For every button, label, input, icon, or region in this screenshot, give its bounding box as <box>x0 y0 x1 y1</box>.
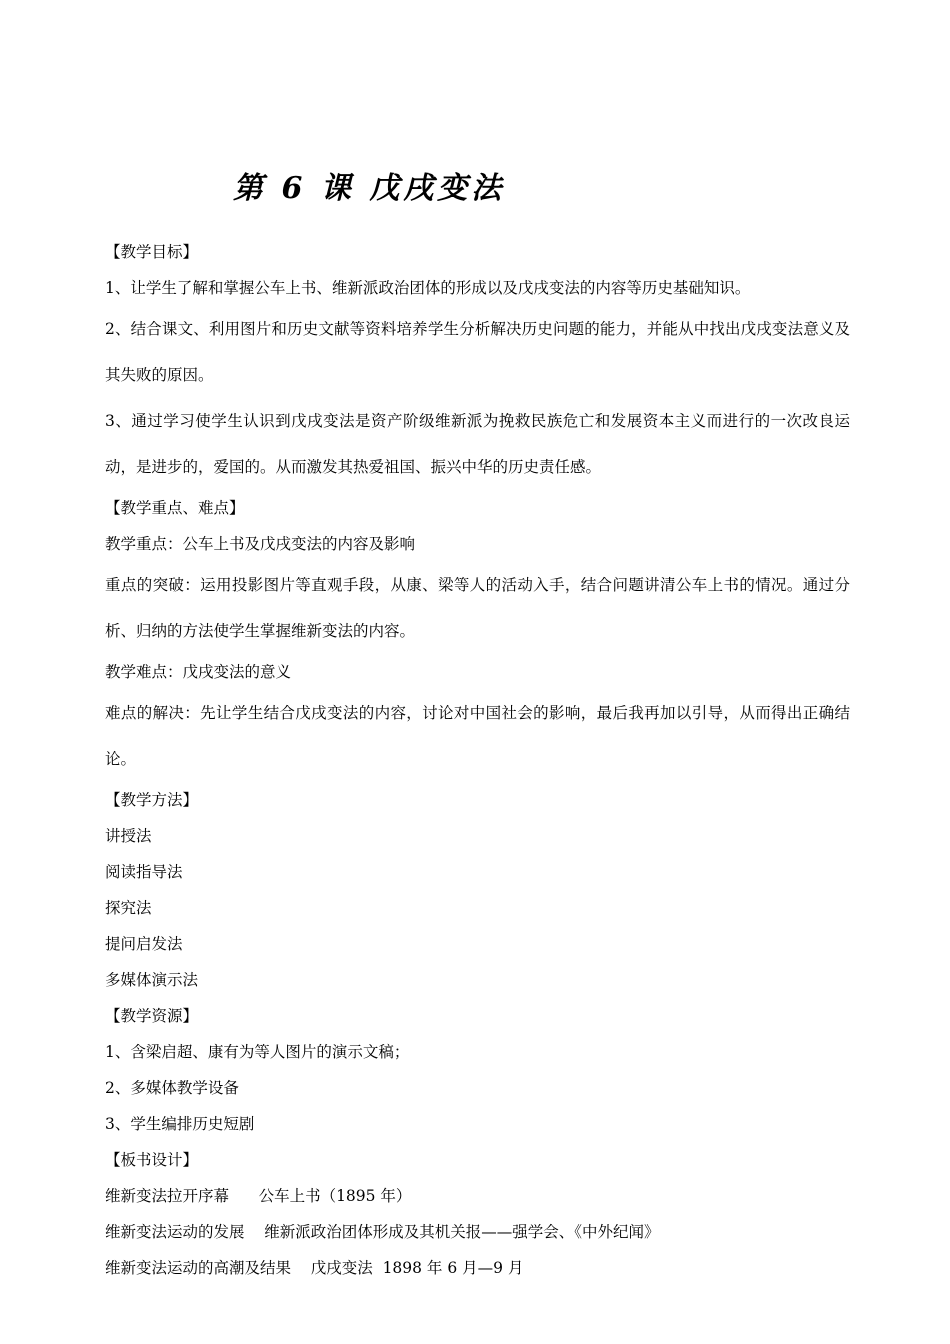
resource-item: 1、含梁启超、康有为等人图片的演示文稿； <box>105 1043 410 1061</box>
board-row: 维新变法拉开序幕 公车上书（1895 年） <box>105 1187 412 1205</box>
key-points-heading: 【教学重点、难点】 <box>105 499 245 517</box>
method-item: 多媒体演示法 <box>105 971 199 989</box>
teaching-difficulty: 教学难点：戊戌变法的意义 <box>105 663 292 681</box>
objective-item-1: 1、让学生了解和掌握公车上书、维新派政治团体的形成以及戊戌变法的内容等历史基础知识。 <box>105 279 751 297</box>
resource-item: 2、多媒体教学设备 <box>105 1079 239 1097</box>
method-item: 提问启发法 <box>105 935 183 953</box>
methods-heading: 【教学方法】 <box>105 791 199 809</box>
resource-item: 3、学生编排历史短剧 <box>105 1115 255 1133</box>
board-row: 维新变法运动的高潮及结果 戊戌变法 1898 年 6 月—9 月 <box>105 1259 524 1277</box>
board-row: 维新变法运动的发展 维新派政治团体形成及其机关报——强学会、《中外纪闻》 <box>105 1223 660 1241</box>
difficulty-solution: 难点的解决：先让学生结合戊戌变法的内容，讨论对中国社会的影响，最后我再加以引导，从而得出正确结论。 <box>105 704 850 768</box>
teaching-focus: 教学重点：公车上书及戊戌变法的内容及影响 <box>105 535 416 553</box>
document-body <box>105 234 850 1286</box>
focus-breakthrough: 重点的突破：运用投影图片等直观手段，从康、梁等人的活动入手，结合问题讲清公车上书的情况。通过分析、归纳的方法使学生掌握维新变法的内容。 <box>105 576 850 640</box>
resources-heading: 【教学资源】 <box>105 1007 199 1025</box>
objectives-heading: 【教学目标】 <box>105 243 199 261</box>
method-item: 阅读指导法 <box>105 863 183 881</box>
objective-item-3: 3、通过学习使学生认识到戊戌变法是资产阶级维新派为挽救民族危亡和发展资本主义而进行的一次改良运动，是进步的，爱国的。从而激发其热爱祖国、振兴中华的历史责任感。 <box>105 412 850 476</box>
board-design-heading: 【板书设计】 <box>105 1151 199 1169</box>
lesson-title: 第 6 课 戊戌变法 <box>233 171 506 206</box>
objective-item-2: 2、结合课文、利用图片和历史文献等资料培养学生分析解决历史问题的能力，并能从中找出戊戌变法意义及其失败的原因。 <box>105 320 850 384</box>
method-item: 探究法 <box>105 899 152 917</box>
method-item: 讲授法 <box>105 827 152 845</box>
